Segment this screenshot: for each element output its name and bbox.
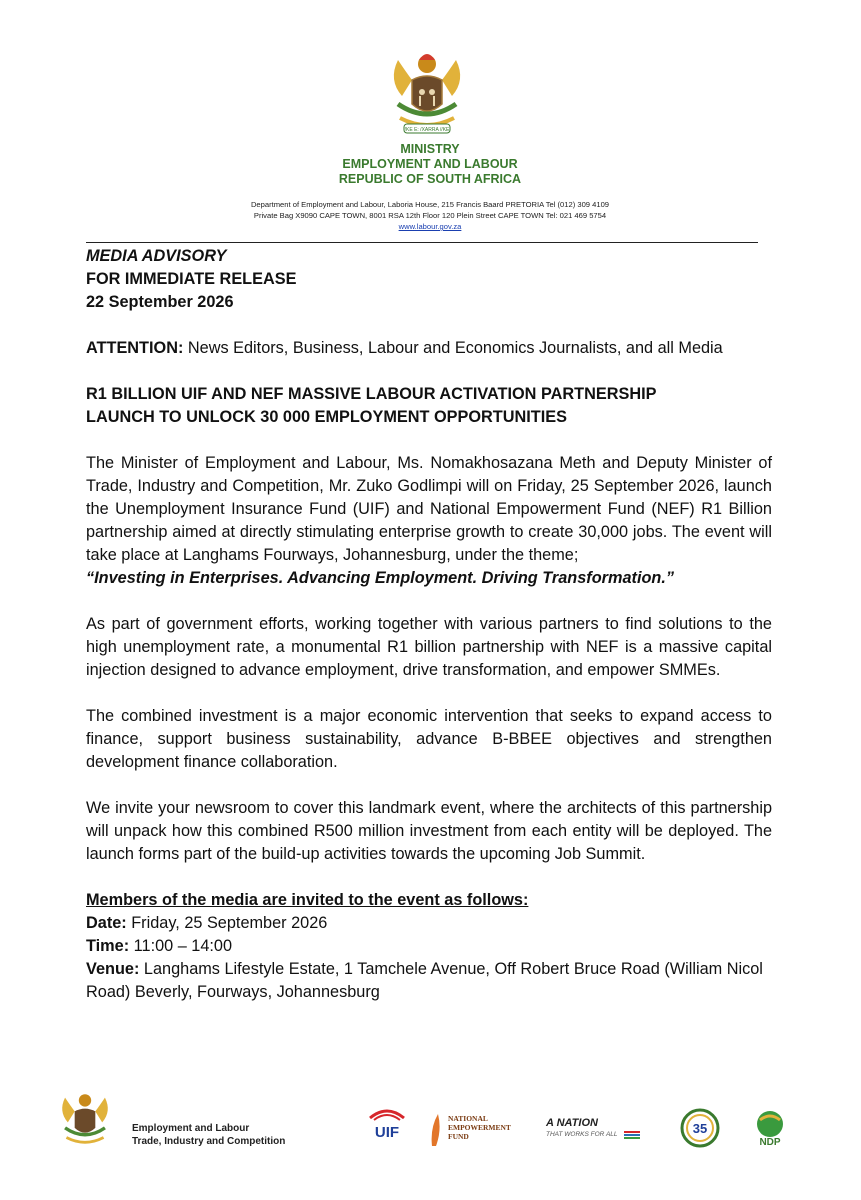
- date-label: Date:: [86, 914, 127, 932]
- ministry-line: MINISTRY: [400, 142, 460, 156]
- svg-text:35: 35: [692, 1121, 708, 1136]
- address-cape-town: Private Bag X9090 CAPE TOWN, 8001 RSA 12th Floor 120 Plein Street CAPE TOWN Tel: 021 469 5754: [253, 211, 607, 220]
- header-divider: [86, 242, 758, 243]
- body-paragraph-1: The Minister of Employment and Labour, Ms. Nomakhosazana Meth and Deputy Minister of Trade, Industry and Competition, Mr. Zuko Godlimpi will on Friday, 25 September 2026, launch the Unemployment Insurance Fund (UIF) and National Empowerment Fund (NEF) R1 Billion partnership aimed at directly stimulating enterprise growth to create 30,000 jobs. The event will take place at Langhams Fourways, Johannesburg, under the theme;: [86, 454, 772, 564]
- ministry-heading: [280, 142, 580, 187]
- svg-text:NATIONAL: NATIONAL: [448, 1114, 488, 1123]
- footer-coat-of-arms-icon: [52, 1088, 118, 1154]
- svg-text:A NATION: A NATION: [546, 1117, 598, 1129]
- address-block: [120, 199, 740, 232]
- uif-logo-icon: [362, 1104, 412, 1144]
- footer-logos: [52, 1086, 792, 1156]
- footer-departments: [132, 1122, 285, 1148]
- website-link[interactable]: www.labour.gov.za: [398, 222, 462, 231]
- release-label: FOR IMMEDIATE RELEASE: [86, 270, 297, 288]
- anniversary-badge-icon: [680, 1108, 720, 1148]
- footer-dept-trade: Trade, Industry and Competition: [132, 1136, 286, 1147]
- attention-label: ATTENTION:: [86, 339, 184, 357]
- event-time: [86, 935, 772, 958]
- svg-text:NDP: NDP: [759, 1137, 781, 1148]
- event-heading: Members of the media are invited to the event as follows:: [86, 891, 529, 909]
- venue-label: Venue:: [86, 960, 140, 978]
- svg-text:THAT WORKS FOR ALL: THAT WORKS FOR ALL: [546, 1131, 618, 1138]
- advisory-content: [86, 245, 772, 1004]
- country-name: REPUBLIC OF SOUTH AFRICA: [338, 172, 522, 186]
- date-value: Friday, 25 September 2026: [126, 914, 328, 932]
- nef-logo-icon: [428, 1110, 538, 1150]
- svg-text:FUND: FUND: [448, 1132, 469, 1141]
- body-paragraph-2: As part of government efforts, working together with various partners to find solutions to the high unemployment rate, a monumental R1 billion partnership with NEF is a massive capital injection designed to advance employment, drive transformation, and empower SMMEs.: [86, 615, 772, 679]
- event-date: [86, 912, 772, 935]
- headline-line-2: LAUNCH TO UNLOCK 30 000 EMPLOYMENT OPPORTUNITIES: [86, 408, 567, 426]
- time-value: 11:00 – 14:00: [129, 937, 233, 955]
- address-pretoria: Department of Employment and Labour, Laboria House, 215 Francis Baard PRETORIA Tel (012) 309 4109: [250, 200, 610, 209]
- svg-text:EMPOWERMENT: EMPOWERMENT: [448, 1123, 511, 1132]
- venue-value: Langhams Lifestyle Estate, 1 Tamchele Avenue, Off Robert Bruce Road (William Nicol Road) Beverly, Fourways, Johannesburg: [86, 960, 763, 1001]
- headline-line-1: R1 BILLION UIF AND NEF MASSIVE LABOUR ACTIVATION PARTNERSHIP: [86, 385, 657, 403]
- advisory-date: 22 September 2026: [86, 293, 234, 311]
- ministry-name: EMPLOYMENT AND LABOUR: [342, 157, 518, 171]
- time-label: Time:: [86, 937, 130, 955]
- attention-text: News Editors, Business, Labour and Economics Journalists, and all Media: [183, 339, 723, 357]
- event-theme: “Investing in Enterprises. Advancing Employment. Driving Transformation.”: [86, 569, 675, 587]
- advisory-type: MEDIA ADVISORY: [86, 247, 227, 265]
- body-paragraph-4: We invite your newsroom to cover this landmark event, where the architects of this partnership will unpack how this combined R500 million investment from each entity will be deployed. The launch forms part of the build-up activities towards the upcoming Job Summit.: [86, 799, 772, 863]
- svg-text:!KE E: /XARRA //KE: !KE E: /XARRA //KE: [404, 127, 450, 133]
- ndp-logo-icon: [750, 1108, 790, 1148]
- nation-logo-icon: [544, 1114, 654, 1144]
- attention-line: [86, 337, 772, 360]
- coat-of-arms-icon: [382, 46, 472, 142]
- event-venue: [86, 958, 772, 1004]
- body-paragraph-3: The combined investment is a major economic intervention that seeks to expand access to finance, support business sustainability, advance B-BBEE objectives and strengthen development finance collaboration.: [86, 707, 772, 771]
- footer-dept-employment: Employment and Labour: [132, 1123, 250, 1134]
- svg-text:UIF: UIF: [374, 1124, 400, 1141]
